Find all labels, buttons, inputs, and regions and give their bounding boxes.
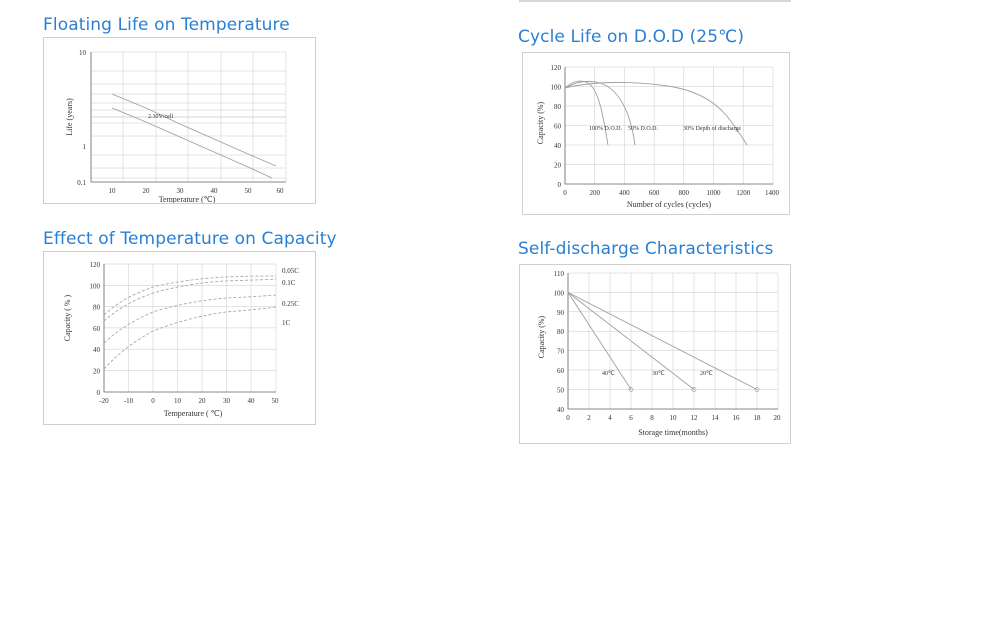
axis-tick-label: 0: [96, 389, 100, 397]
chart-block-cycle-life: [518, 27, 744, 47]
y-axis-label: Capacity (%): [536, 101, 545, 145]
axis-tick-label: 18: [753, 414, 761, 422]
axis-tick-label: 14: [711, 414, 719, 422]
axis-tick-label: 90: [557, 308, 564, 317]
axis-tick-label: 60: [554, 122, 561, 131]
y-axis-label: Life (years): [65, 98, 74, 136]
axis-tick-label: 6: [629, 414, 633, 422]
y-axis-label: Capacity (%): [537, 315, 546, 359]
axis-tick-label: 40: [557, 406, 564, 414]
axis-tick-label: 40: [93, 346, 100, 355]
axis-tick-label: 0: [563, 189, 567, 197]
chart-annotation: 20℃: [700, 371, 713, 377]
chart-block-floating-life: [43, 15, 290, 35]
axis-tick-label: 800: [678, 189, 690, 197]
axis-tick-label: 0: [557, 181, 561, 189]
axis-tick-label: -20: [99, 397, 109, 405]
axis-tick-label: 80: [93, 303, 100, 312]
chart-block-self-discharge: [518, 239, 774, 259]
axis-tick-label: 100: [550, 83, 561, 92]
axis-tick-label: 20: [554, 161, 561, 170]
axis-tick-label: 0.1: [77, 179, 86, 187]
axis-tick-label: 40: [210, 187, 218, 195]
chart-title-self-discharge: Self-discharge Characteristics: [518, 239, 774, 259]
chart-annotation: 30% Depth of discharge: [683, 126, 742, 132]
axis-tick-label: 40: [247, 397, 255, 405]
axis-tick-label: 60: [93, 324, 100, 333]
series-label: 0.25C: [282, 300, 299, 308]
axis-tick-label: 20: [773, 414, 781, 422]
chart-title-effect-temperature: Effect of Temperature on Capacity: [43, 229, 337, 249]
axis-tick-label: 1200: [736, 189, 751, 197]
axis-tick-label: 30: [223, 397, 230, 405]
axis-tick-label: 110: [553, 270, 564, 278]
axis-tick-label: 8: [650, 414, 654, 422]
series-label: 0.1C: [282, 279, 296, 287]
axis-tick-label: 50: [271, 397, 279, 405]
top-divider: [519, 0, 791, 2]
chart-annotation: 40℃: [602, 371, 615, 377]
axis-tick-label: 120: [550, 64, 561, 72]
x-axis-label: Temperature (℃): [158, 195, 216, 203]
axis-tick-label: 60: [557, 367, 564, 375]
chart-effect-of-temperature-on-capacity: [43, 251, 316, 425]
chart-title-floating-life: Floating Life on Temperature: [43, 15, 290, 35]
axis-tick-label: 2: [587, 414, 591, 422]
axis-tick-label: 120: [89, 261, 100, 269]
axis-tick-label: 50: [244, 187, 252, 195]
chart-annotation: 50% D.O.D.: [628, 126, 658, 132]
axis-tick-label: 10: [79, 49, 86, 57]
x-axis-label: Temperature ( ℃): [163, 409, 223, 418]
chart-block-effect-temperature: [43, 229, 337, 249]
chart-annotation: 30℃: [652, 371, 665, 377]
axis-tick-label: 20: [93, 367, 100, 376]
axis-tick-label: 1400: [765, 189, 779, 197]
series-label: 0.05C: [282, 267, 299, 275]
y-axis-label: Capacity ( % ): [63, 294, 72, 342]
chart-annotation: 100% D.O.D.: [589, 126, 622, 132]
axis-tick-label: 70: [557, 347, 564, 356]
axis-tick-label: 100: [553, 289, 564, 298]
axis-tick-label: 40: [554, 142, 561, 150]
axis-tick-label: 80: [554, 103, 561, 111]
axis-tick-label: 20: [142, 187, 150, 195]
axis-tick-label: 80: [557, 328, 564, 337]
axis-tick-label: 10: [174, 397, 181, 405]
axis-tick-label: 10: [108, 187, 116, 195]
axis-tick-label: 600: [648, 189, 660, 197]
axis-tick-label: 4: [608, 414, 612, 422]
axis-tick-label: 1: [82, 143, 86, 151]
axis-tick-label: 1000: [706, 189, 721, 197]
axis-tick-label: 20: [198, 397, 206, 405]
axis-tick-label: 0: [151, 397, 155, 405]
axis-tick-label: 10: [669, 414, 677, 422]
axis-tick-label: 12: [690, 414, 698, 422]
axis-tick-label: 50: [557, 386, 564, 395]
axis-tick-label: 60: [276, 187, 284, 195]
chart-cycle-life-on-dod: [522, 52, 790, 215]
axis-tick-label: -10: [123, 397, 134, 405]
axis-tick-label: 30: [176, 187, 184, 195]
axis-tick-label: 400: [619, 189, 630, 197]
axis-tick-label: 200: [589, 189, 600, 197]
chart-title-cycle-life: Cycle Life on D.O.D (25℃): [518, 27, 745, 47]
chart-annotation: 2.30V/cell: [148, 114, 174, 120]
x-axis-label: Number of cycles (cycles): [626, 200, 712, 209]
series-label: 1C: [282, 319, 291, 327]
x-axis-label: Storage time(months): [638, 428, 708, 437]
axis-tick-label: 16: [732, 414, 740, 422]
chart-self-discharge-characteristics: [519, 264, 791, 444]
axis-tick-label: 0: [566, 414, 570, 422]
axis-tick-label: 100: [89, 282, 100, 291]
chart-floating-life-on-temperature: [43, 37, 316, 204]
